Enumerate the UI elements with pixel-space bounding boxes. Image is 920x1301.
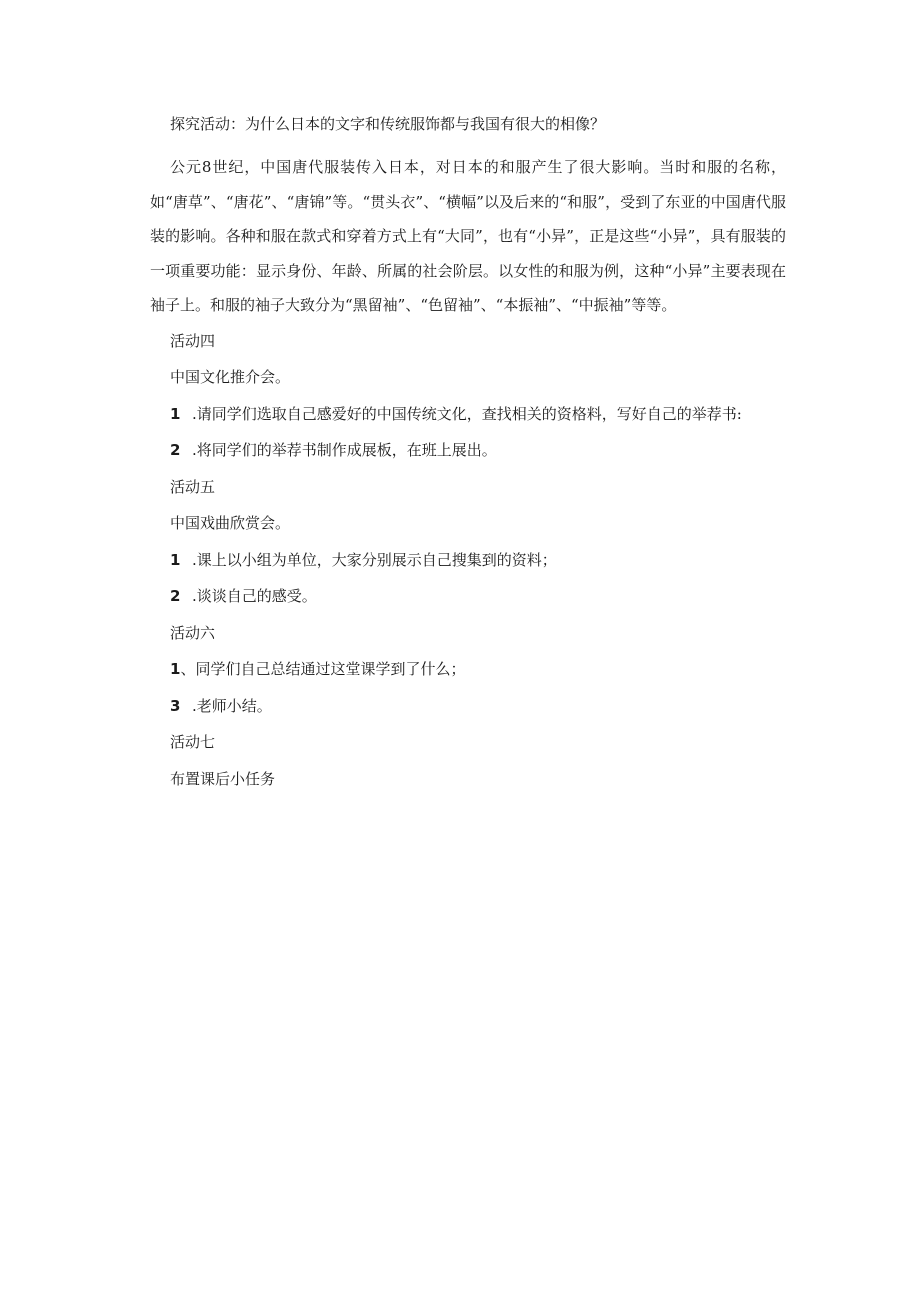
activity5-topic: 中国戏曲欣赏会。 (170, 514, 291, 532)
list-item (170, 396, 786, 433)
list-item-text: 、同学们自己总结通过这堂课学到了什么； (180, 660, 466, 678)
activity5-heading: 活动五 (170, 477, 216, 496)
activity4-topic: 中国文化推介会。 (170, 368, 291, 386)
list-item-number: 1 (170, 550, 181, 569)
list-item-number: 1 (170, 404, 181, 423)
list-item (170, 432, 786, 469)
list-item (170, 578, 786, 615)
list-item-text: .课上以小组为单位，大家分别展示自己搜集到的资料； (192, 550, 557, 569)
list-item-text: .将同学们的举荐书制作成展板，在班上展出。 (192, 441, 497, 459)
list-item (170, 542, 786, 579)
list-item-text: .老师小结。 (192, 696, 272, 715)
document-content (150, 112, 786, 797)
activity7-topic: 布置课后小任务 (170, 769, 276, 788)
list-item (170, 651, 786, 688)
activity7-heading: 活动七 (170, 733, 216, 751)
list-item-number: 3 (170, 696, 181, 715)
list-item-number: 2 (170, 441, 181, 459)
list-item-text: .请同学们选取自己感爱好的中国传统文化，查找相关的资格料，写好自己的举荐书: (192, 404, 742, 423)
activity4-heading: 活动四 (170, 331, 216, 350)
list-item-text: .谈谈自己的感受。 (192, 587, 317, 605)
activity6-heading: 活动六 (170, 623, 216, 642)
list-item-number: 2 (170, 587, 181, 605)
intro-paragraph: 公元8世纪，中国唐代服装传入日本，对日本的和服产生了很大影响。当时和服的名称，如“唐草”、“唐花”、“唐锦”等。“贯头衣”、“横幅”以及后来的“和服”，受到了东亚的中国唐代服装的影响。各种和服在款式和穿着方式上有“大同”，也有“小异”，正是这些“小异”，具有服装的一项重要功能：显示身份、年龄、所属的社会阶层。以女性的和服为例，这种“小异”主要表现在袖子上。和服的袖子大致分为“黑留袖”、“色留袖”、“本振袖”、“中振袖”等等。 (150, 158, 786, 314)
inquiry-question: 探究活动：为什么日本的文字和传统服饰都与我国有很大的相像？ (170, 115, 606, 133)
list-item-number: 1 (170, 660, 181, 678)
list-item (170, 688, 786, 725)
